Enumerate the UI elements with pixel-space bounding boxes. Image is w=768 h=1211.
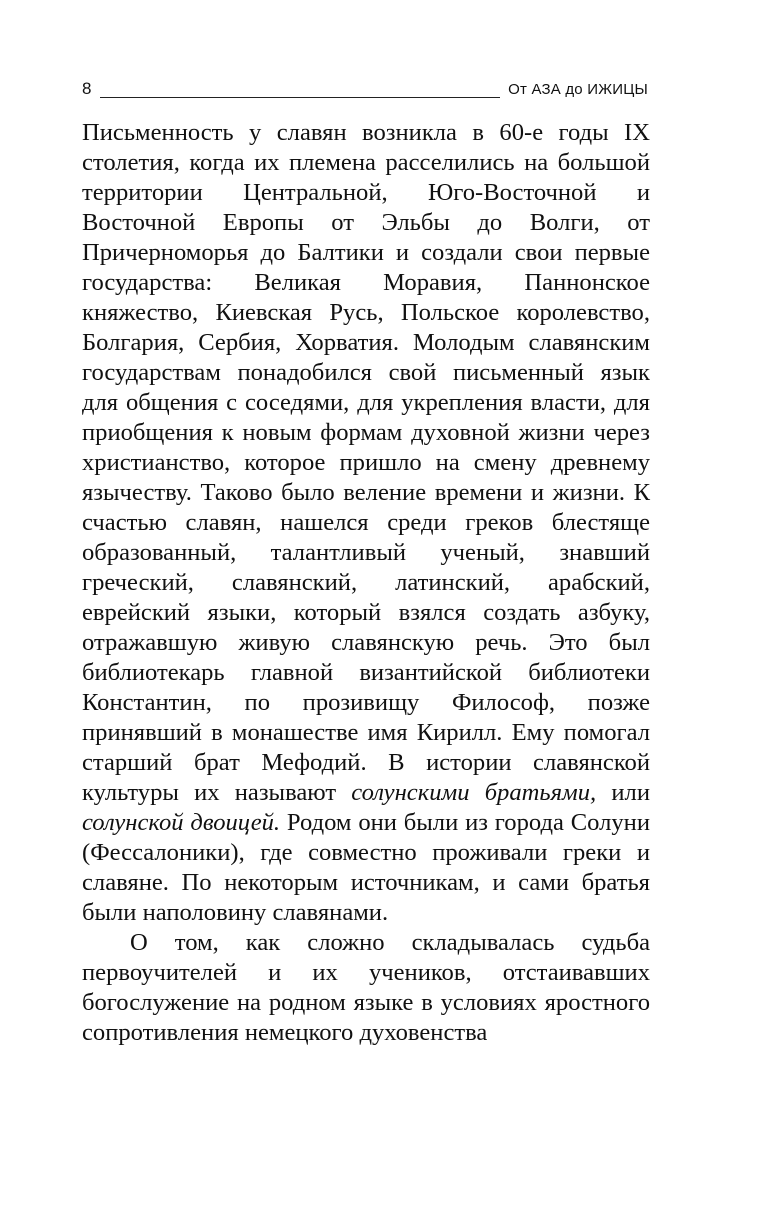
running-title: От АЗА до ИЖИЦЫ: [508, 81, 648, 98]
paragraph-1-text-b: или: [596, 779, 650, 806]
paragraph-2: О том, как сложно складывалась судьба первоучителей и их учеников, отстаивавших богослужение на родном языке в условиях яростного сопротивления немецкого духовенства: [82, 929, 650, 1046]
header-rule: [100, 97, 500, 98]
page-number: 8: [82, 79, 92, 98]
paragraph-1-italic-1: солунскими братьями,: [351, 779, 597, 806]
paragraph-1: [82, 118, 650, 928]
page-header: [82, 76, 648, 100]
paragraph-1-text-a: Письменность у славян возникла в 60-е годы IX столетия, когда их племена расселились на большой территории Центральной, Юго-Восточной и Восточной Европы от Эльбы до Волги, от Причерноморья до Балтики и создали свои первые государства: Великая Моравия, Паннонское княжество, Киевская Русь, Польское королевство, Болгария, Сербия, Хорватия. Молодым славянским государствам понадобился свой письменный язык для общения с соседями, для укрепления власти, для приобщения к новым формам духовной жизни через христианство, которое пришло на смену древнему язычеству. Таково было веление времени и жизни. К счастью славян, нашелся среди греков блестяще образованный, талантливый ученый, знавший греческий, славянский, латинский, арабский, еврейский языки, который взялся создать азбуку, отражавшую живую славянскую речь. Это был библиотекарь главной византийской библиотеки Константин, по прозивищу Философ, позже принявший в монашестве имя Кирилл. Ему помогал старший брат Мефодий. В истории славянской культуры их называют: [82, 119, 650, 806]
paragraph-1-text-c: Родом они были из города Солуни (Фессалоники), где совместно проживали греки и славяне. По некоторым источникам, и сами братья были наполовину славянами.: [82, 809, 650, 926]
paragraph-1-italic-2: солунской двоицей.: [82, 809, 281, 836]
body-text: [82, 118, 650, 1048]
